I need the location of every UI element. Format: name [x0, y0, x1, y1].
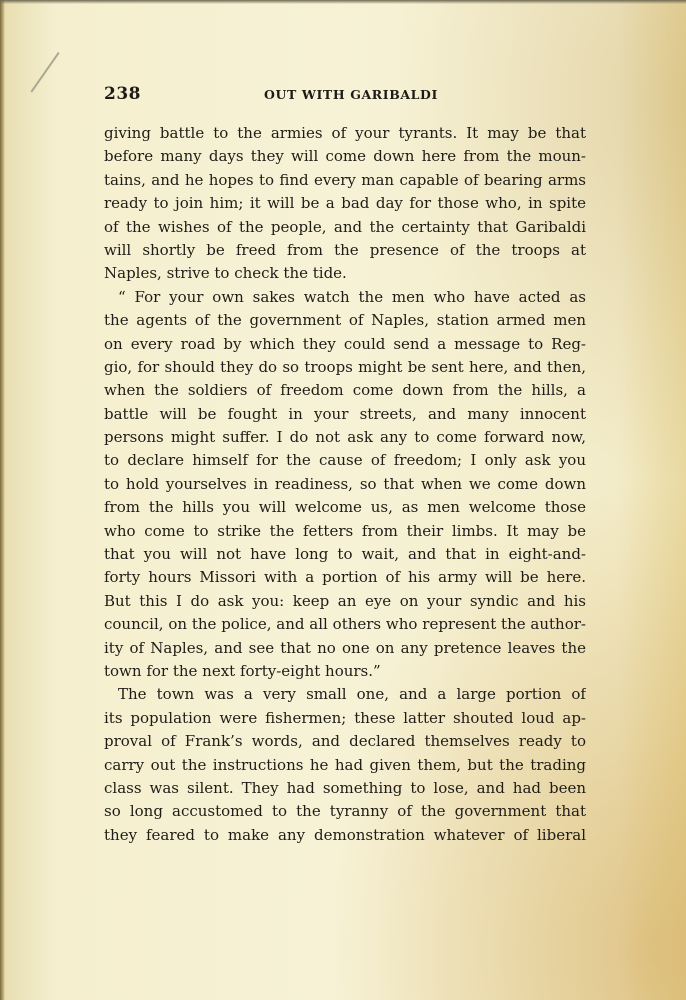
body-text	[104, 122, 586, 847]
text-line: its population were fishermen; these latter shouted loud ap-	[104, 708, 586, 727]
text-line: to declare himself for the cause of freedom; I only ask you	[104, 451, 586, 470]
text-line: class was silent. They had something to lose, and had been	[104, 778, 586, 797]
text-line: ready to join him; it will be a bad day for those who, in spite	[104, 194, 586, 213]
text-line: on every road by which they could send a message to Reg-	[104, 334, 586, 353]
page-binding-edge	[0, 0, 5, 1000]
text-line: when the soldiers of freedom come down from the hills, a	[104, 381, 586, 400]
page-top-edge	[0, 0, 686, 4]
text-line: The town was a very small one, and a large portion of	[118, 685, 586, 704]
text-line: giving battle to the armies of your tyrants. It may be that	[104, 124, 586, 142]
text-line: Naples, strive to check the tide.	[104, 264, 347, 283]
page-number: 238	[104, 84, 141, 104]
text-line: tains, and he hopes to find every man capable of bearing arms	[104, 170, 586, 189]
text-line: from the hills you will welcome us, as men welcome those	[104, 498, 586, 517]
pencil-mark	[30, 52, 59, 92]
text-line: forty hours Missori with a portion of his army will be here.	[104, 568, 586, 587]
text-line: will shortly be freed from the presence of the troops at	[104, 240, 586, 259]
text-line: gio, for should they do so troops might be sent here, and then,	[104, 357, 586, 376]
text-line: to hold yourselves in readiness, so that when we come down	[104, 474, 586, 493]
text-line: so long accustomed to the tyranny of the government that	[104, 802, 586, 821]
text-line: town for the next forty-eight hours.”	[104, 661, 381, 680]
running-title: OUT WITH GARIBALDI	[264, 87, 438, 102]
text-line: the agents of the government of Naples, station armed men	[104, 311, 586, 330]
page-header	[104, 84, 586, 108]
text-line: persons might suffer. I do not ask any to come forward now,	[104, 428, 586, 447]
text-line: battle will be fought in your streets, and many innocent	[104, 404, 586, 423]
text-line: that you will not have long to wait, and that in eight-and-	[104, 545, 586, 564]
text-line: council, on the police, and all others who represent the author-	[104, 615, 586, 634]
text-line: ity of Naples, and see that no one on any pretence leaves the	[104, 638, 586, 657]
text-line: But this I do ask you: keep an eye on your syndic and his	[104, 591, 586, 610]
text-line: “ For your own sakes watch the men who have acted as	[118, 287, 586, 306]
text-line: who come to strike the fetters from their limbs. It may be	[104, 521, 586, 540]
text-line: of the wishes of the people, and the certainty that Garibaldi	[104, 217, 586, 236]
text-line: carry out the instructions he had given them, but the trading	[104, 755, 586, 774]
text-line: they feared to make any demonstration whatever of liberal	[104, 825, 586, 844]
text-line: proval of Frank’s words, and declared themselves ready to	[104, 732, 586, 751]
text-line: before many days they will come down here from the moun-	[104, 147, 586, 166]
